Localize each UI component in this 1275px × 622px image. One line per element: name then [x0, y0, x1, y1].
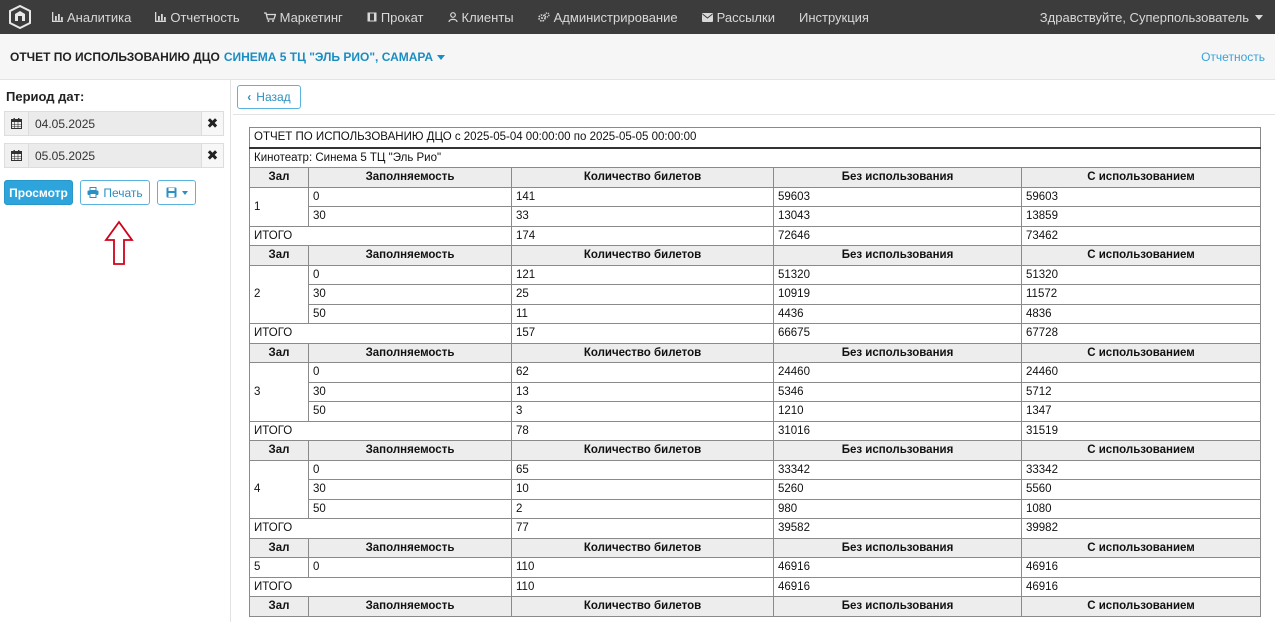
column-header: Заполняемость [309, 168, 512, 188]
chevron-left-icon: ‹ [247, 90, 252, 104]
total-cell: 73462 [1022, 226, 1261, 246]
logo-icon [9, 5, 31, 29]
table-row [250, 304, 1261, 324]
column-header: Без использования [774, 246, 1022, 266]
nav-item-label: Отчетность [170, 9, 240, 25]
total-cell: 66675 [774, 324, 1022, 344]
table-cell: 25 [512, 285, 774, 305]
table-header-row [250, 597, 1261, 617]
total-label: ИТОГО [250, 226, 512, 246]
app-logo[interactable] [0, 0, 40, 34]
film-icon [367, 12, 377, 22]
back-button-label: Назад [256, 90, 291, 104]
column-header: Зал [250, 246, 309, 266]
back-button[interactable] [237, 85, 301, 109]
table-cell: 46916 [1022, 558, 1261, 578]
bar-chart-icon [52, 12, 63, 22]
page-title-bar [0, 34, 1275, 80]
table-cell: 5560 [1022, 480, 1261, 500]
table-cell: 33342 [1022, 460, 1261, 480]
user-icon [448, 12, 458, 22]
column-header: Количество билетов [512, 538, 774, 558]
column-header: Зал [250, 597, 309, 617]
table-cell: 30 [309, 480, 512, 500]
bar-chart-icon [155, 12, 166, 22]
hall-number: 4 [250, 460, 309, 519]
clear-date-to-icon[interactable]: ✖ [202, 143, 224, 168]
column-header: С использованием [1022, 246, 1261, 266]
calendar-icon[interactable] [4, 143, 28, 168]
table-cell: 13859 [1022, 207, 1261, 227]
nav-item-2[interactable] [143, 0, 251, 34]
column-header: Количество билетов [512, 246, 774, 266]
date-from-input[interactable]: 04.05.2025 [28, 111, 202, 136]
table-cell: 13 [512, 382, 774, 402]
table-cell: 30 [309, 382, 512, 402]
column-header: Заполняемость [309, 538, 512, 558]
table-cell: 5712 [1022, 382, 1261, 402]
column-header: Заполняемость [309, 441, 512, 461]
table-cell: 0 [309, 363, 512, 383]
total-row [250, 519, 1261, 539]
table-cell: 980 [774, 499, 1022, 519]
print-button-label: Печать [103, 185, 143, 200]
date-from-group [4, 111, 224, 136]
report-cinema: Кинотеатр: Синема 5 ТЦ "Эль Рио" [250, 148, 1261, 168]
table-cell: 65 [512, 460, 774, 480]
table-header-row [250, 246, 1261, 266]
nav-item-label: Аналитика [67, 9, 132, 25]
table-cell: 5260 [774, 480, 1022, 500]
table-cell: 11 [512, 304, 774, 324]
clear-date-from-icon[interactable]: ✖ [202, 111, 224, 136]
table-cell: 51320 [774, 265, 1022, 285]
column-header: Количество билетов [512, 597, 774, 617]
column-header: С использованием [1022, 343, 1261, 363]
reports-link[interactable]: Отчетность [1201, 49, 1265, 64]
table-cell: 50 [309, 499, 512, 519]
total-label: ИТОГО [250, 324, 512, 344]
table-row [250, 402, 1261, 422]
nav-item-1[interactable] [40, 0, 143, 34]
column-header: Заполняемость [309, 597, 512, 617]
total-row [250, 324, 1261, 344]
table-row [250, 265, 1261, 285]
table-cell: 10 [512, 480, 774, 500]
table-cell: 13043 [774, 207, 1022, 227]
cinema-selector[interactable] [224, 50, 445, 64]
column-header: С использованием [1022, 597, 1261, 617]
date-to-input[interactable]: 05.05.2025 [28, 143, 202, 168]
filter-sidebar [0, 80, 231, 622]
user-menu[interactable] [1028, 0, 1275, 34]
report-title-row [250, 128, 1261, 148]
table-cell: 62 [512, 363, 774, 383]
column-header: Зал [250, 441, 309, 461]
cinema-selector-label: СИНЕМА 5 ТЦ "ЭЛЬ РИО", САМАРА [223, 49, 434, 64]
table-cell: 33342 [774, 460, 1022, 480]
table-cell: 1347 [1022, 402, 1261, 422]
hall-number: 5 [250, 558, 309, 578]
column-header: С использованием [1022, 168, 1261, 188]
save-icon [166, 187, 177, 198]
column-header: Количество билетов [512, 168, 774, 188]
column-header: Без использования [774, 441, 1022, 461]
column-header: С использованием [1022, 441, 1261, 461]
column-header: Без использования [774, 597, 1022, 617]
greeting-text: Здравствуйте, Суперпользователь [1039, 9, 1249, 25]
table-cell: 59603 [1022, 187, 1261, 207]
nav-item-5[interactable] [436, 0, 526, 34]
column-header: Без использования [774, 168, 1022, 188]
table-cell: 0 [309, 460, 512, 480]
total-cell: 39982 [1022, 519, 1261, 539]
table-cell: 0 [309, 187, 512, 207]
table-cell: 10919 [774, 285, 1022, 305]
table-cell: 59603 [774, 187, 1022, 207]
total-cell: 31016 [774, 421, 1022, 441]
table-cell: 141 [512, 187, 774, 207]
total-cell: 67728 [1022, 324, 1261, 344]
table-row [250, 499, 1261, 519]
table-cell: 11572 [1022, 285, 1261, 305]
report-table [249, 127, 1261, 617]
column-header: С использованием [1022, 538, 1261, 558]
total-cell: 46916 [1022, 577, 1261, 597]
total-cell: 31519 [1022, 421, 1261, 441]
hall-number: 1 [250, 187, 309, 226]
nav-item-label: Прокат [380, 9, 424, 25]
chevron-down-icon [1255, 15, 1263, 20]
total-label: ИТОГО [250, 519, 512, 539]
total-cell: 110 [512, 577, 774, 597]
table-row [250, 382, 1261, 402]
table-cell: 0 [309, 558, 512, 578]
table-cell: 30 [309, 285, 512, 305]
table-cell: 1080 [1022, 499, 1261, 519]
table-cell: 33 [512, 207, 774, 227]
table-cell: 24460 [774, 363, 1022, 383]
column-header: Заполняемость [309, 343, 512, 363]
total-cell: 46916 [774, 577, 1022, 597]
table-cell: 3 [512, 402, 774, 422]
nav-item-label: Маркетинг [279, 9, 343, 25]
table-row [250, 460, 1261, 480]
table-row [250, 363, 1261, 383]
view-button-label: Просмотр [9, 185, 68, 200]
table-row [250, 285, 1261, 305]
cogs-icon [538, 12, 550, 23]
report-title: ОТЧЕТ ПО ИСПОЛЬЗОВАНИЮ ДЦО с 2025-05-04 00:00:00 по 2025-05-05 00:00:00 [250, 128, 1261, 148]
table-cell: 4836 [1022, 304, 1261, 324]
total-cell: 174 [512, 226, 774, 246]
print-icon [87, 187, 99, 198]
table-row [250, 558, 1261, 578]
nav-item-8[interactable] [787, 0, 881, 34]
table-cell: 121 [512, 265, 774, 285]
table-cell: 50 [309, 402, 512, 422]
column-header: Зал [250, 168, 309, 188]
nav-item-4[interactable] [355, 0, 436, 34]
nav-item-label: Администрирование [553, 9, 678, 25]
nav-item-3[interactable] [252, 0, 355, 34]
nav-item-label: Инструкция [798, 9, 869, 25]
hall-number: 2 [250, 265, 309, 324]
annotation-arrow-icon [104, 220, 134, 266]
table-header-row [250, 441, 1261, 461]
column-header: Количество билетов [512, 441, 774, 461]
report-container [233, 114, 1275, 622]
table-header-row [250, 343, 1261, 363]
table-cell: 46916 [774, 558, 1022, 578]
table-cell: 2 [512, 499, 774, 519]
period-label: Период дат: [6, 89, 85, 104]
total-cell: 39582 [774, 519, 1022, 539]
total-row [250, 577, 1261, 597]
nav-item-7[interactable] [690, 0, 787, 34]
caret-down-icon [182, 191, 188, 195]
column-header: Зал [250, 538, 309, 558]
total-cell: 157 [512, 324, 774, 344]
nav-menu [40, 0, 881, 34]
table-row [250, 187, 1261, 207]
table-cell: 0 [309, 265, 512, 285]
column-header: Без использования [774, 343, 1022, 363]
cart-icon [264, 12, 276, 22]
total-label: ИТОГО [250, 577, 512, 597]
nav-item-label: Клиенты [461, 9, 514, 25]
save-dropdown-button[interactable] [157, 180, 196, 205]
caret-down-icon [437, 55, 445, 60]
table-cell: 24460 [1022, 363, 1261, 383]
column-header: Заполняемость [309, 246, 512, 266]
table-row [250, 207, 1261, 227]
table-cell: 4436 [774, 304, 1022, 324]
nav-item-label: Рассылки [716, 9, 775, 25]
page-title: ОТЧЕТ ПО ИСПОЛЬЗОВАНИЮ ДЦО [10, 49, 220, 64]
table-cell: 51320 [1022, 265, 1261, 285]
view-button[interactable] [4, 180, 73, 205]
top-navbar [0, 0, 1275, 34]
total-label: ИТОГО [250, 421, 512, 441]
table-cell: 1210 [774, 402, 1022, 422]
date-to-group [4, 143, 224, 168]
total-row [250, 226, 1261, 246]
total-cell: 77 [512, 519, 774, 539]
column-header: Количество билетов [512, 343, 774, 363]
print-button[interactable] [80, 180, 150, 205]
table-cell: 5346 [774, 382, 1022, 402]
report-cinema-row [250, 148, 1261, 168]
calendar-icon[interactable] [4, 111, 28, 136]
hall-number: 3 [250, 363, 309, 422]
nav-item-6[interactable] [526, 0, 690, 34]
table-row [250, 480, 1261, 500]
envelope-icon [702, 13, 713, 22]
table-header-row [250, 168, 1261, 188]
column-header: Зал [250, 343, 309, 363]
column-header: Без использования [774, 538, 1022, 558]
total-row [250, 421, 1261, 441]
table-header-row [250, 538, 1261, 558]
total-cell: 78 [512, 421, 774, 441]
table-cell: 110 [512, 558, 774, 578]
table-cell: 30 [309, 207, 512, 227]
total-cell: 72646 [774, 226, 1022, 246]
table-cell: 50 [309, 304, 512, 324]
